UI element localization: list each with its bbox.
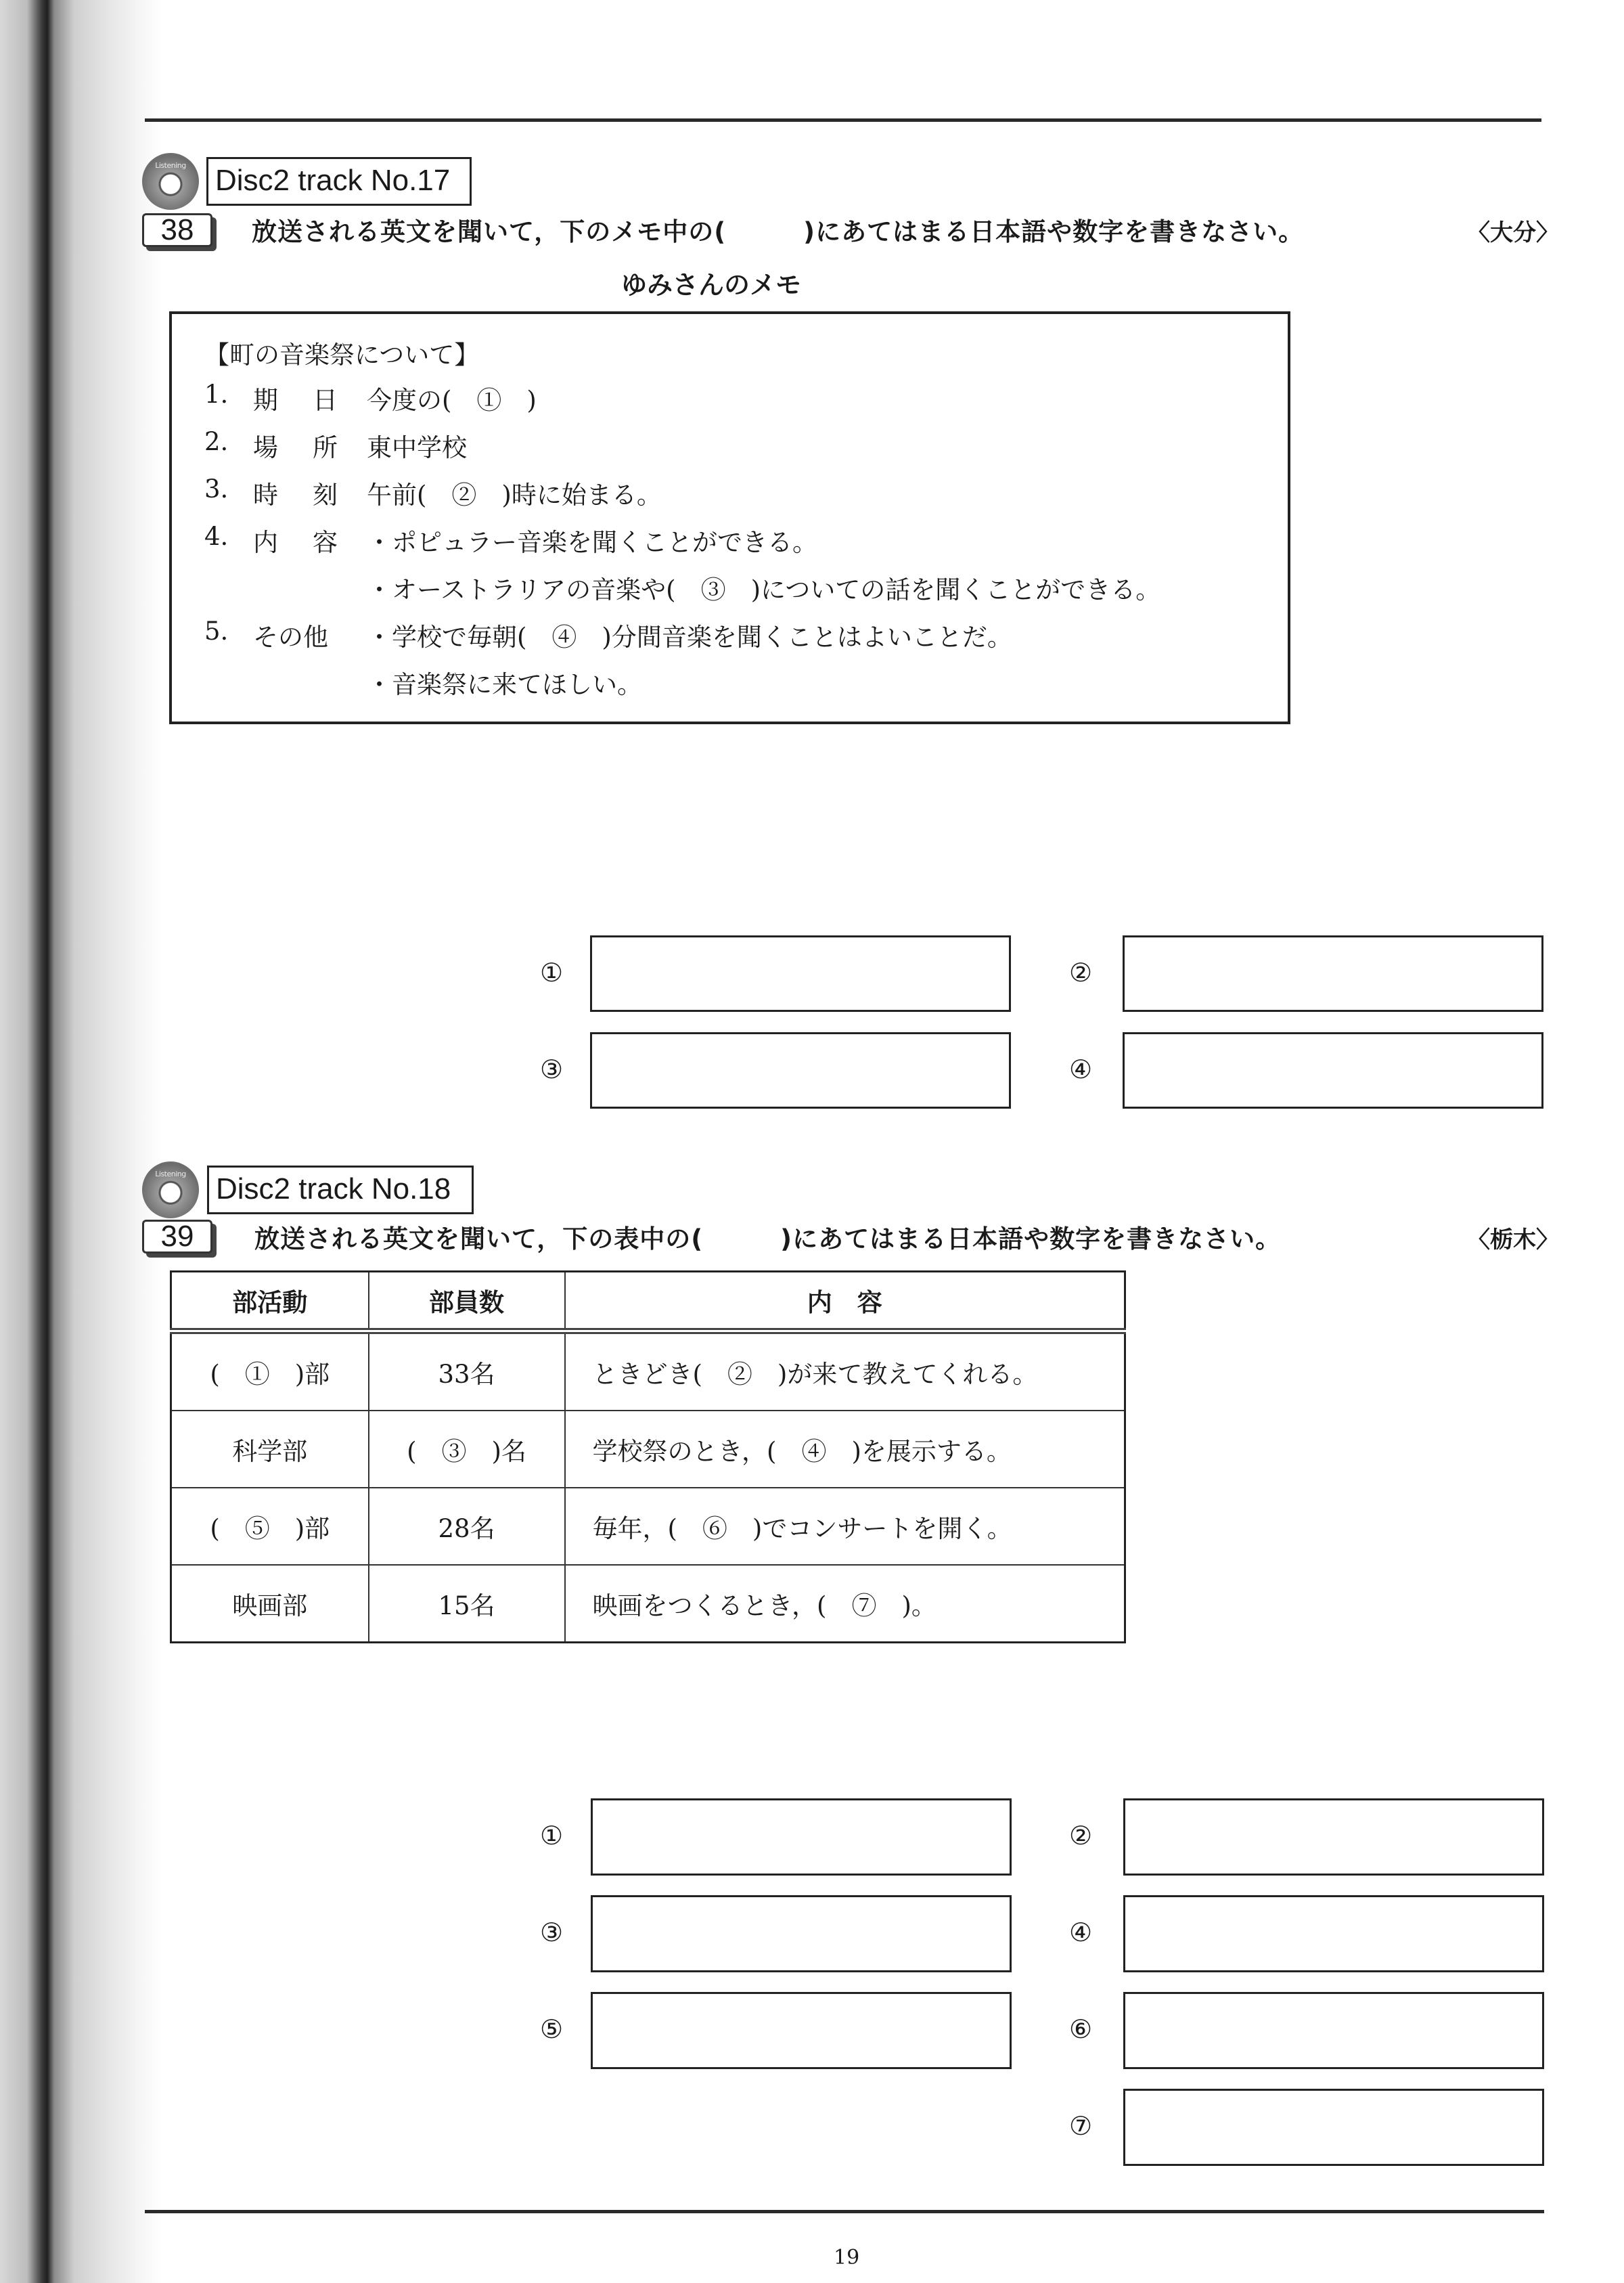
memo-item-text: 今度の( ① ) [367, 386, 537, 415]
table-cell-club: 科学部 [171, 1411, 369, 1488]
memo-item-label-a: 期 [253, 386, 278, 415]
table-cell-club: 映画部 [171, 1565, 369, 1643]
memo-item-5-line-2 [367, 664, 642, 701]
table-header: 内 容 [565, 1272, 1125, 1331]
answer-box-38-1[interactable] [590, 935, 1011, 1012]
answer-box-39-7[interactable] [1123, 2089, 1544, 2166]
answer-label: ④ [1068, 1055, 1093, 1084]
memo-item-label-b: 容 [313, 528, 338, 557]
table-cell-club: ( ⑤ )部 [171, 1488, 369, 1565]
memo-item-number: 3. [204, 474, 229, 504]
table-cell-club: ( ① )部 [171, 1331, 369, 1411]
memo-item-text: 東中学校 [367, 433, 467, 462]
memo-item-text: ・音楽祭に来てほしい。 [367, 670, 642, 699]
table-cell-members: 33名 [369, 1331, 565, 1411]
table-header-row [171, 1272, 1125, 1331]
table-row [171, 1331, 1125, 1411]
page-binding-shadow [0, 0, 162, 2283]
table-cell-members: ( ③ )名 [369, 1411, 565, 1488]
table-cell-members: 15名 [369, 1565, 565, 1643]
answer-box-39-3[interactable] [591, 1895, 1012, 1972]
answer-box-39-4[interactable] [1123, 1895, 1544, 1972]
top-rule [145, 118, 1541, 122]
source-39: 〈栃木〉 [1467, 1226, 1559, 1254]
answer-box-39-5[interactable] [591, 1992, 1012, 2069]
cd-logo-text: Listening [155, 161, 186, 170]
table-cell-content: 学校祭のとき，( ④ )を展示する。 [565, 1411, 1125, 1488]
table-cell-content: ときどき( ② )が来て教えてくれる。 [565, 1331, 1125, 1411]
memo-item-label-b: 刻 [313, 481, 338, 510]
memo-item-label-b: 日 [313, 386, 338, 415]
answer-label: ② [1068, 958, 1093, 988]
cd-logo-text: Listening [155, 1170, 186, 1178]
bottom-rule [145, 2210, 1544, 2213]
track-label-39: Disc2 track No.18 [207, 1166, 474, 1214]
memo-item-text: 午前( ② )時に始まる。 [367, 481, 662, 510]
memo-heading: 【町の音楽祭について】 [204, 340, 480, 370]
memo-item-label-a: 内 [253, 528, 278, 557]
memo-item-text: ・ポピュラー音楽を聞くことができる。 [367, 528, 817, 557]
answer-label: ⑤ [539, 2014, 564, 2044]
memo-item-text: ・学校で毎朝( ④ )分間音楽を聞くことはよいことだ。 [367, 623, 1012, 652]
table-row [171, 1565, 1125, 1643]
answer-label: ⑦ [1068, 2111, 1093, 2141]
problem-number-38: 38 [142, 213, 212, 247]
page-number: 19 [834, 2246, 860, 2269]
answer-label: ① [539, 958, 564, 988]
memo-item-number: 5. [204, 617, 229, 646]
answer-box-39-6[interactable] [1123, 1992, 1544, 2069]
source-38: 〈大分〉 [1467, 219, 1559, 246]
table-cell-content: 映画をつくるとき，( ⑦ )。 [565, 1565, 1125, 1643]
answer-label: ② [1068, 1821, 1093, 1850]
memo-item-number: 1. [204, 380, 229, 409]
memo-item-label-a: 時 [253, 481, 278, 510]
table-cell-content: 毎年，( ⑥ )でコンサートを開く。 [565, 1488, 1125, 1565]
memo-item-4-line-2 [367, 569, 1160, 606]
answer-label: ③ [539, 1055, 564, 1084]
answer-box-39-1[interactable] [591, 1798, 1012, 1876]
answer-label: ③ [539, 1918, 564, 1947]
memo-item-label-b: 所 [313, 433, 338, 462]
answer-box-38-3[interactable] [590, 1032, 1011, 1109]
answer-label: ⑥ [1068, 2014, 1093, 2044]
clubs-table [170, 1270, 1126, 1643]
answer-box-38-4[interactable] [1123, 1032, 1543, 1109]
memo-item-number: 2. [204, 427, 229, 456]
instruction-38: 放送される英文を聞いて，下のメモ中の( )にあてはまる日本語や数字を書きなさい。 [252, 217, 1305, 246]
table-row [171, 1411, 1125, 1488]
instruction-39: 放送される英文を聞いて，下の表中の( )にあてはまる日本語や数字を書きなさい。 [254, 1224, 1282, 1254]
track-label-38: Disc2 track No.17 [206, 157, 472, 206]
problem-number-39: 39 [142, 1220, 212, 1254]
table-header: 部員数 [369, 1272, 565, 1331]
memo-item-label-a: 場 [253, 433, 278, 462]
cd-icon [142, 153, 199, 210]
cd-icon [142, 1161, 199, 1218]
answer-label: ① [539, 1821, 564, 1850]
answer-box-39-2[interactable] [1123, 1798, 1544, 1876]
answer-box-38-2[interactable] [1123, 935, 1543, 1012]
memo-box [169, 311, 1290, 724]
table-cell-members: 28名 [369, 1488, 565, 1565]
memo-title: ゆみさんのメモ [621, 270, 802, 300]
memo-item-number: 4. [204, 522, 229, 551]
answer-label: ④ [1068, 1918, 1093, 1947]
table-row [171, 1488, 1125, 1565]
table-header: 部活動 [171, 1272, 369, 1331]
memo-item-label-a: その他 [253, 623, 328, 652]
memo-item-text: ・オーストラリアの音楽や( ③ )についての話を聞くことができる。 [367, 575, 1161, 604]
